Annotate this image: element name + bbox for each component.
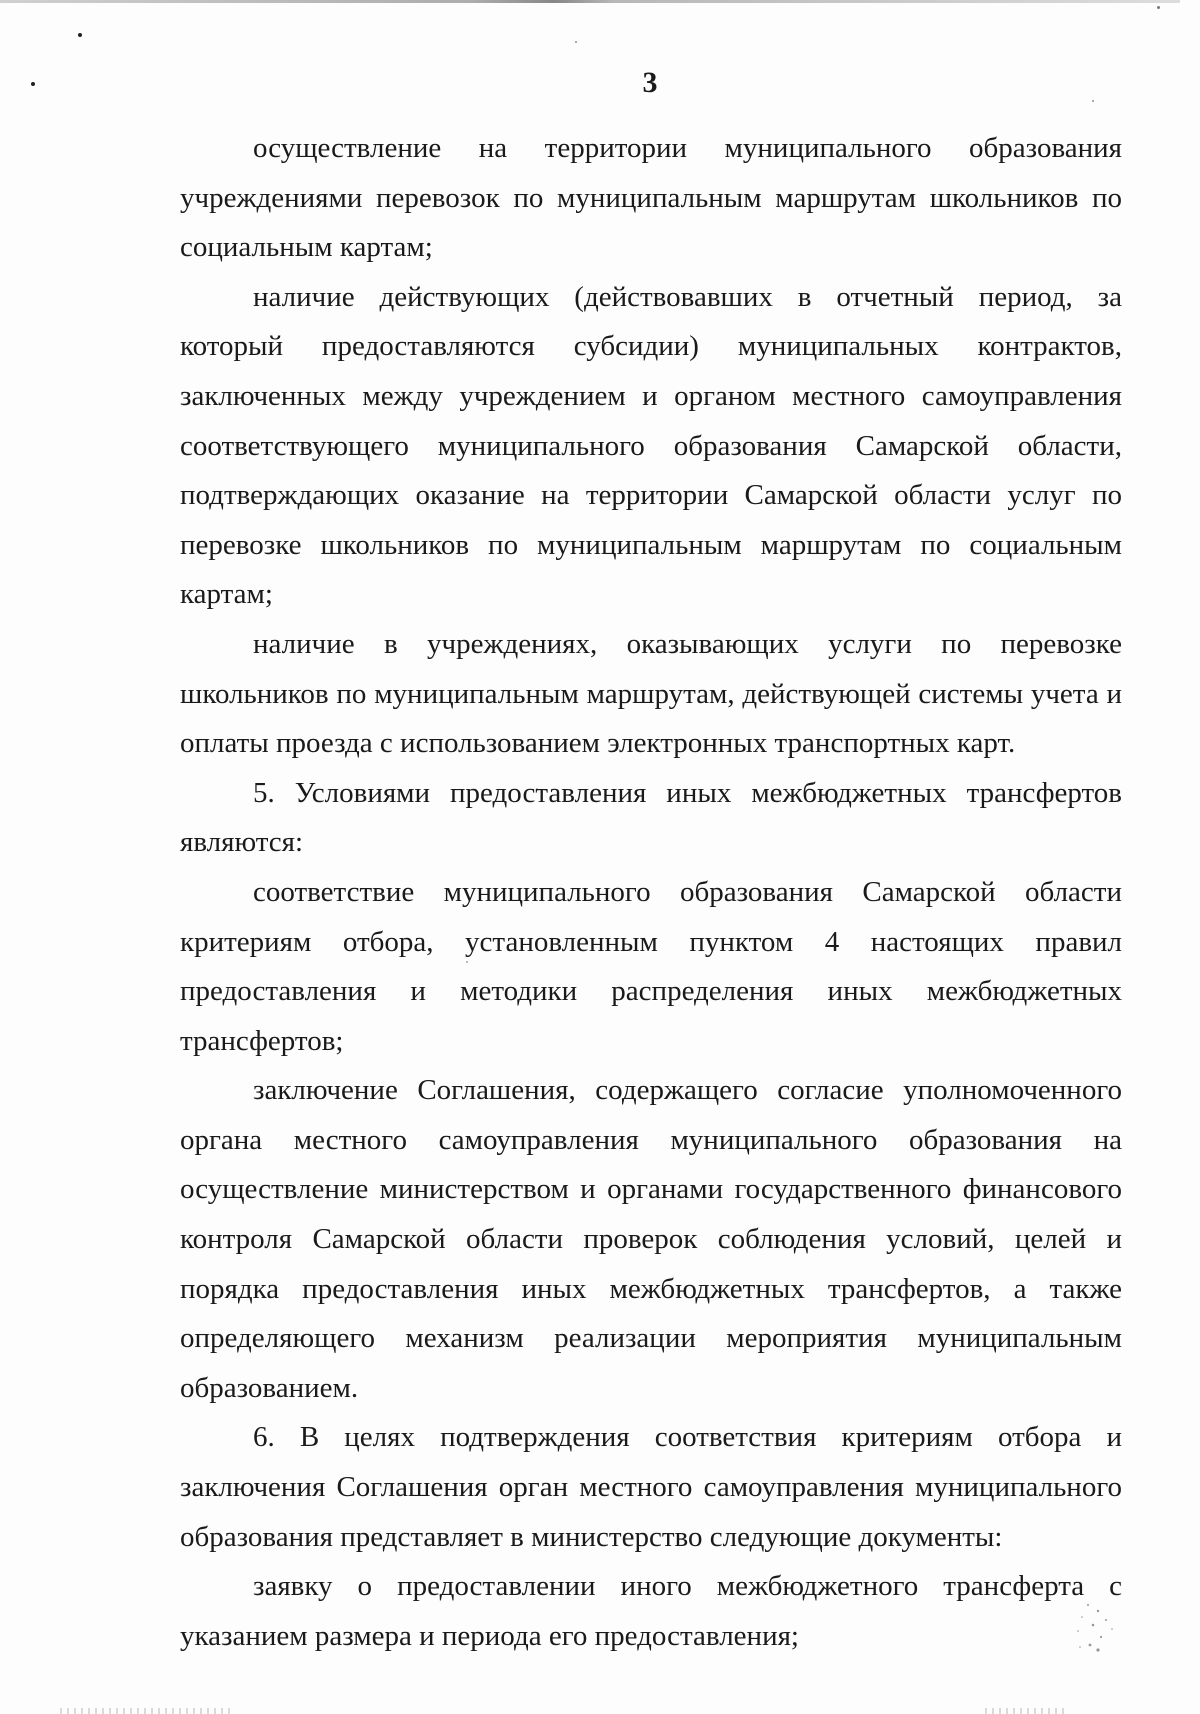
paragraph: осуществление на территории муниципального образования учреждениями перевозок по муниципальным маршрутам школьников по социальным картам; xyxy=(180,132,1122,264)
document-body xyxy=(180,124,1122,1661)
paragraph: соответствие муниципального образования Самарской области критериям отбора, установленным пунктом 4 настоящих правил предоставления и методики распределения иных межбюджетных трансфертов; xyxy=(180,875,1122,1057)
scan-speck xyxy=(1092,100,1094,102)
scan-speck xyxy=(78,33,82,37)
scan-speck xyxy=(1157,6,1160,9)
scan-bottom-edge xyxy=(60,1708,230,1714)
paragraph: наличие действующих (действовавших в отчетный период, за который предоставляются субсидии) муниципальных контрактов, заключенных между учреждением и органом местного самоуправления соответствующего муниципального образования Самарской области, подтверждающих оказание на территории Самарской области услуг по перевозке школьников по муниципальным маршрутам по социальным картам; xyxy=(180,280,1122,611)
paragraph: заявку о предоставлении иного межбюджетного трансферта с указанием размера и периода его предоставления; xyxy=(180,1570,1122,1652)
paragraph: 5. Условиями предоставления иных межбюджетных трансфертов являются: xyxy=(180,776,1122,859)
scan-bottom-edge xyxy=(985,1708,1065,1714)
paragraph: 6. В целях подтверждения соответствия критериям отбора и заключения Соглашения орган местного самоуправления муниципального образования представляет в министерство следующие документы: xyxy=(180,1421,1122,1553)
paragraph: заключение Соглашения, содержащего согласие уполномоченного органа местного самоуправления муниципального образования на осуществление министерством и органами государственного финансового контроля Самарской области проверок соблюдения условий, целей и порядка предоставления иных межбюджетных трансфертов, а также определяющего механизм реализации мероприятия муниципальным образованием. xyxy=(180,1074,1122,1404)
scan-speck xyxy=(575,41,577,43)
paragraph: наличие в учреждениях, оказывающих услуги по перевозке школьников по муниципальным маршрутам, действующей системы учета и оплаты проезда с использованием электронных транспортных карт. xyxy=(180,627,1122,760)
scan-edge-line xyxy=(0,0,1180,3)
page-number: 3 xyxy=(642,66,658,99)
